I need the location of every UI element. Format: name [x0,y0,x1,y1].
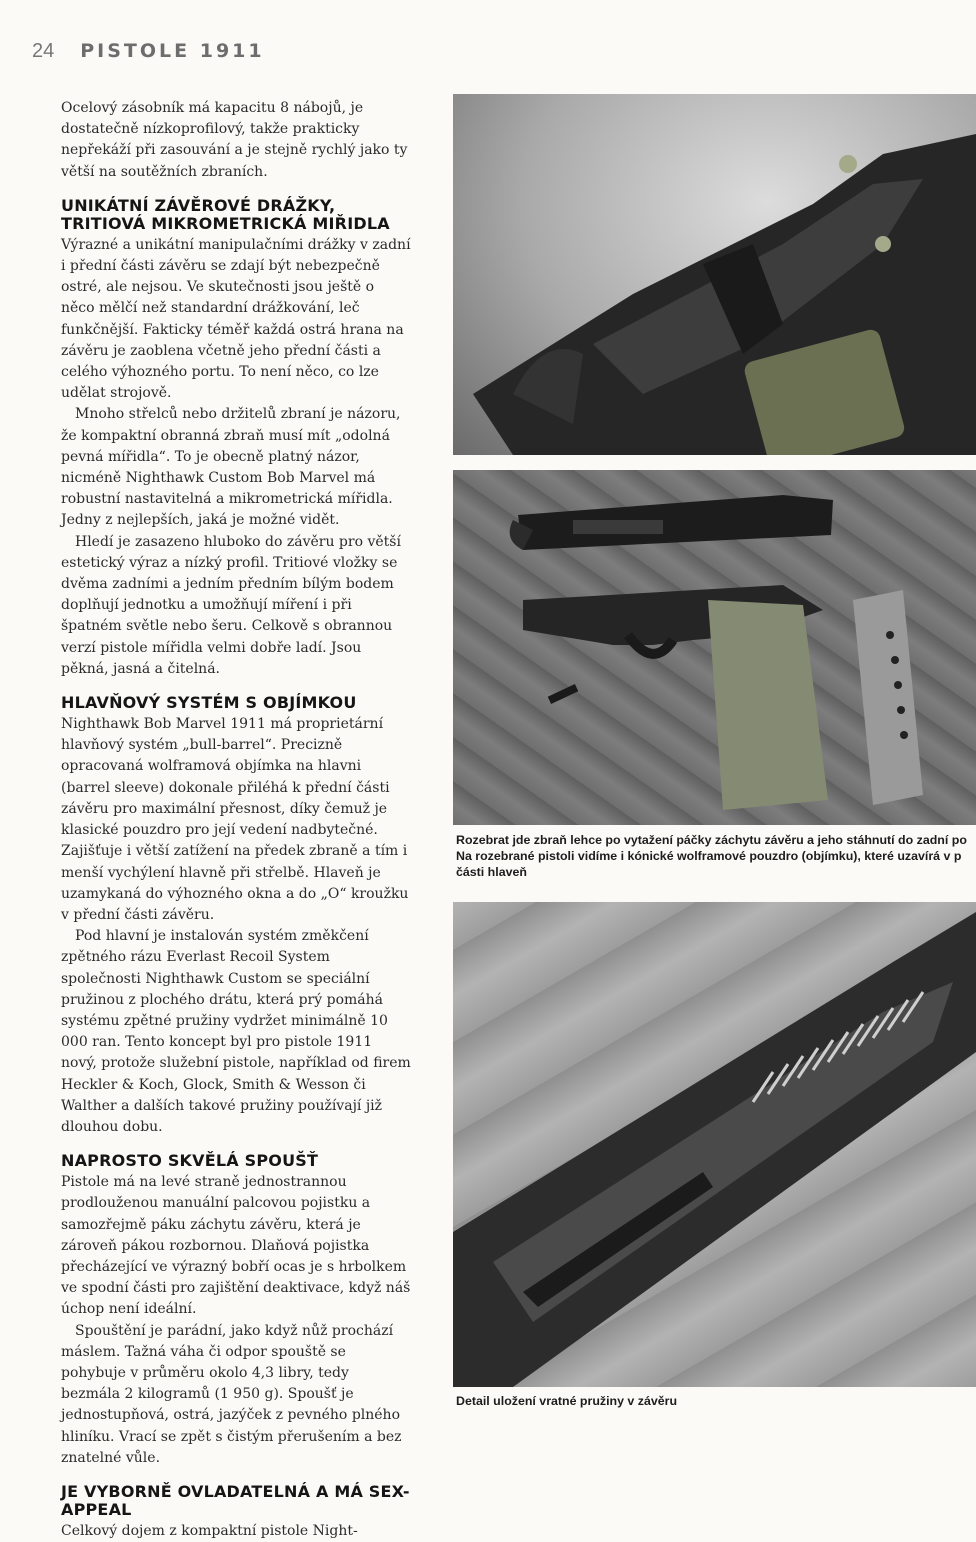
photo-caption-spring: Detail uložení vratné pružiny v závěru [456,1394,678,1408]
paragraph: Pistole má na levé straně jednostrannou prodlouženou manuální palcovou pojistku a samozřejmě páku záchytu závěru, která je zároveň pákou rozbornou. Dlaňová pojistka přecházející ve výrazný bobří ocas je s hrbolkem ve spodní části pro zajištění deaktivace, když náš úchop není ideální. [61,1174,411,1318]
paragraph: Spouštění je parádní, jako když nůž prochází máslem. Tažná váha či odpor spouště se pohybuje v průměru okolo 4,3 libry, tedy bezmála 2 kilogramů (1 950 g). Spoušť je jednostupňová, ostrá, jazýček z pevného plného hliníku. Vrací se zpět s čistým přerušením a bez znatelné vůle. [61,1322,402,1466]
photo-rear-sight [453,94,976,455]
recoil-spring-illustration [453,902,976,1387]
caption-line: části hlaveň [456,865,527,879]
disassembled-pistol-illustration [453,470,976,825]
paragraph: Celkový dojem z kompaktní pistole Night- [61,1522,358,1539]
caption-line: Rozebrat jde zbraň lehce po vytažení páčky záchytu závěru a jeho stáhnutí do zadní po [456,833,967,847]
photo-recoil-spring [453,902,976,1387]
article-column [61,98,411,1542]
paragraph: Nighthawk Bob Marvel 1911 má proprietární hlavňový systém „bull-barrel“. Precizně opracovaná wolframová objímka na hlavni (barrel sleeve) dokonale přiléhá k přední části závěru pro maximální přesnost, díky čemuž je klasické pouzdro pro její vedení nadbytečné. Zajišťuje i větší zatížení na předek zbraně a tím i menší vychýlení hlavně při střelbě. Hlaveň je uzamykaná do výhozného okna a do „O“ kroužku v přední části závěru. [61,716,409,923]
section-heading-handling: JE VYBORNĚ OVLADATELNÁ A MÁ SEX-APPEAL [61,1481,410,1519]
section-heading-sights: UNIKÁTNÍ ZÁVĚROVÉ DRÁŽKY, TRITIOVÁ MIKROMETRICKÁ MIŘIDLA [61,195,390,233]
photo-disassembled-pistol [453,470,976,825]
page-header [32,40,265,63]
paragraph: Hledí je zasazeno hluboko do závěru pro větší estetický výraz a nízký profil. Tritiové vložky se dvěma zadními a jedním předním bílým bodem doplňují jednotku a umožňují míření i při špatném světle nebo šeru. Celkově s obrannou verzí pistole mířidla velmi dobře ladí. Jsou pěkná, jasná a čitelná. [61,533,401,677]
photo-caption-disassembly [456,832,967,880]
section-heading-trigger: NAPROSTO SKVĚLÁ SPOUŠŤ [61,1151,319,1171]
caption-line: Na rozebrané pistoli vidíme i kónické wolframové pouzdro (objímku), které uzavírá v p [456,849,962,863]
page-number: 24 [32,40,55,62]
paragraph: Mnoho střelců nebo držitelů zbraní je názoru, že kompaktní obranná zbraň musí mít „odolná pevná mířidla“. To je obecně platný názor, nicméně Nighthawk Custom Bob Marvel má robustní nastavitelná a mikrometrická mířidla. Jedny z nejlepších, jaká je možné vidět. [61,406,401,529]
rear-sight-illustration [453,94,976,455]
section-heading-barrel: HLAVŇOVÝ SYSTÉM S OBJÍMKOU [61,693,357,713]
paragraph: Pod hlavní je instalován systém změkčení zpětného rázu Everlast Recoil System společnosti Nighthawk Custom se speciální pružinou z plochého drátu, která prý pomáhá systému zpětné pružiny vydržet minimálně 10 000 ran. Tento koncept byl pro pistole 1911 nový, protože služební pistole, například od firem Heckler & Koch, Glock, Smith & Wesson či Walther a dalších takové pružiny používají již dlouhou dobu. [61,928,411,1135]
running-title: PISTOLE 1911 [80,40,265,62]
paragraph: Výrazné a unikátní manipulačními drážky v zadní i přední části závěru se zdají být nebezpečně ostré, ale nejsou. Ve skutečnosti jsou ještě o něco mělčí než standardní drážkování, leč funkčnější. Fakticky téměř každá ostrá hrana na závěru je zaoblena včetně jeho přední části a celého výhozného portu. To není něco, co lze udělat strojově. [61,236,411,402]
intro-paragraph: Ocelový zásobník má kapacitu 8 nábojů, je dostatečně nízkoprofilový, takže prakticky nepřekáží při zasouvání a je stejně rychlý jako ty větší na soutěžních zbraních. [61,100,408,180]
